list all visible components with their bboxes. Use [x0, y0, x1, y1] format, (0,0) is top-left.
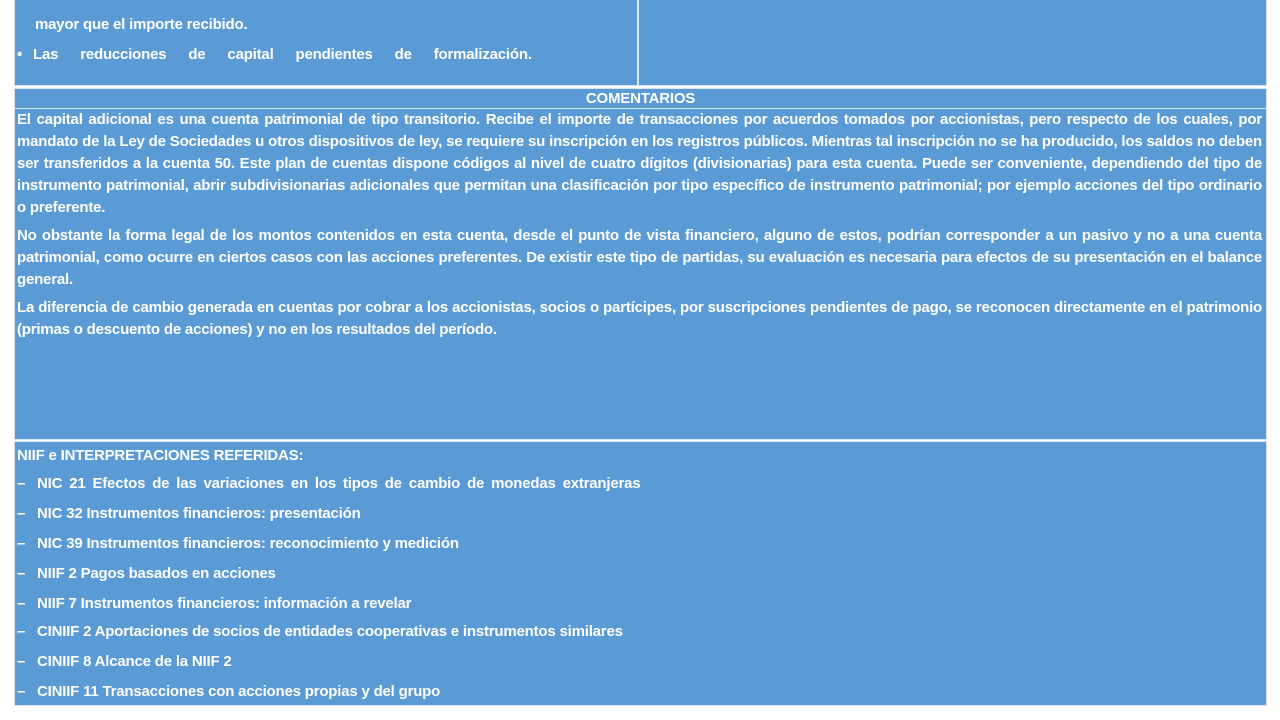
comment-paragraph: El capital adicional es una cuenta patrimonial de tipo transitorio. Recibe el importe de transacciones por acuerdos tomados por accionistas, pero respecto de los cuales, por mandato de la Ley de Sociedades u otros dispositivos de ley, se requiere su inscripción en los registros públicos. Mientras tal inscripción no se ha producido, los saldos no deben ser transferidos a la cuenta 50. Este plan de cuentas dispone códigos al nivel de cuatro dígitos (divisionarias) para esta cuenta. Puede ser conveniente, dependiendo del tipo de instrumento patrimonial, abrir subdivisionarias adicionales que permitan una clasificación por tipo específico de instrumento patrimonial; por ejemplo acciones del tipo ordinario o preferente. — [17, 111, 1262, 216]
reference-text: NIC 32 Instrumentos financieros: presentación — [37, 505, 361, 522]
reference-text: CINIIF 8 Alcance de la NIIF 2 — [37, 653, 232, 670]
reference-text: NIIF 7 Instrumentos financieros: información a revelar — [37, 595, 412, 612]
niif-references-section — [14, 441, 1267, 706]
reference-text: CINIIF 2 Aportaciones de socios de entidades cooperativas e instrumentos similares — [37, 623, 623, 640]
dash-icon: – — [17, 653, 26, 670]
top-bullet-item — [17, 46, 532, 63]
reference-text: NIC 21 Efectos de las variaciones en los tipos de cambio de monedas extranjeras — [37, 475, 641, 492]
dash-icon: – — [17, 565, 26, 582]
reference-item — [17, 683, 440, 700]
reference-item — [17, 505, 361, 522]
dash-icon: – — [17, 595, 26, 612]
reference-item — [17, 535, 459, 552]
top-table-row — [14, 0, 1267, 86]
reference-item — [17, 475, 640, 492]
dash-icon: – — [17, 623, 26, 640]
dash-icon: – — [17, 683, 26, 700]
reference-item — [17, 623, 623, 640]
reference-text: CINIIF 11 Transacciones con acciones propias y del grupo — [37, 683, 441, 700]
niif-title: NIIF e INTERPRETACIONES REFERIDAS: — [17, 447, 304, 464]
column-divider — [637, 0, 639, 86]
dash-icon: – — [17, 535, 26, 552]
comments-section — [14, 88, 1267, 440]
reference-item — [17, 565, 276, 582]
reference-text: NIC 39 Instrumentos financieros: reconocimiento y medición — [37, 535, 459, 552]
reference-item — [17, 595, 411, 612]
dash-icon: – — [17, 475, 26, 492]
comment-paragraph: La diferencia de cambio generada en cuentas por cobrar a los accionistas, socios o partícipes, por suscripciones pendientes de pago, se reconocen directamente en el patrimonio (primas o descuento de acciones) y no en los resultados del período. — [17, 299, 1262, 338]
bullet-icon: • — [17, 46, 23, 63]
comments-body — [17, 109, 1262, 347]
reference-item — [17, 653, 232, 670]
reference-text: NIIF 2 Pagos basados en acciones — [37, 565, 276, 582]
comments-header: COMENTARIOS — [15, 89, 1266, 109]
bullet-item-text: Las reducciones de capital pendientes de formalización. — [33, 46, 532, 63]
top-text-line: mayor que el importe recibido. — [35, 16, 248, 33]
comment-paragraph: No obstante la forma legal de los montos contenidos en esta cuenta, desde el punto de vista financiero, alguno de estos, podrían corresponder a un pasivo y no a una cuenta patrimonial, como ocurre en ciertos casos con las acciones preferentes. De existir este tipo de partidas, su evaluación es necesaria para efectos de su presentación en el balance general. — [17, 227, 1262, 288]
dash-icon: – — [17, 505, 26, 522]
